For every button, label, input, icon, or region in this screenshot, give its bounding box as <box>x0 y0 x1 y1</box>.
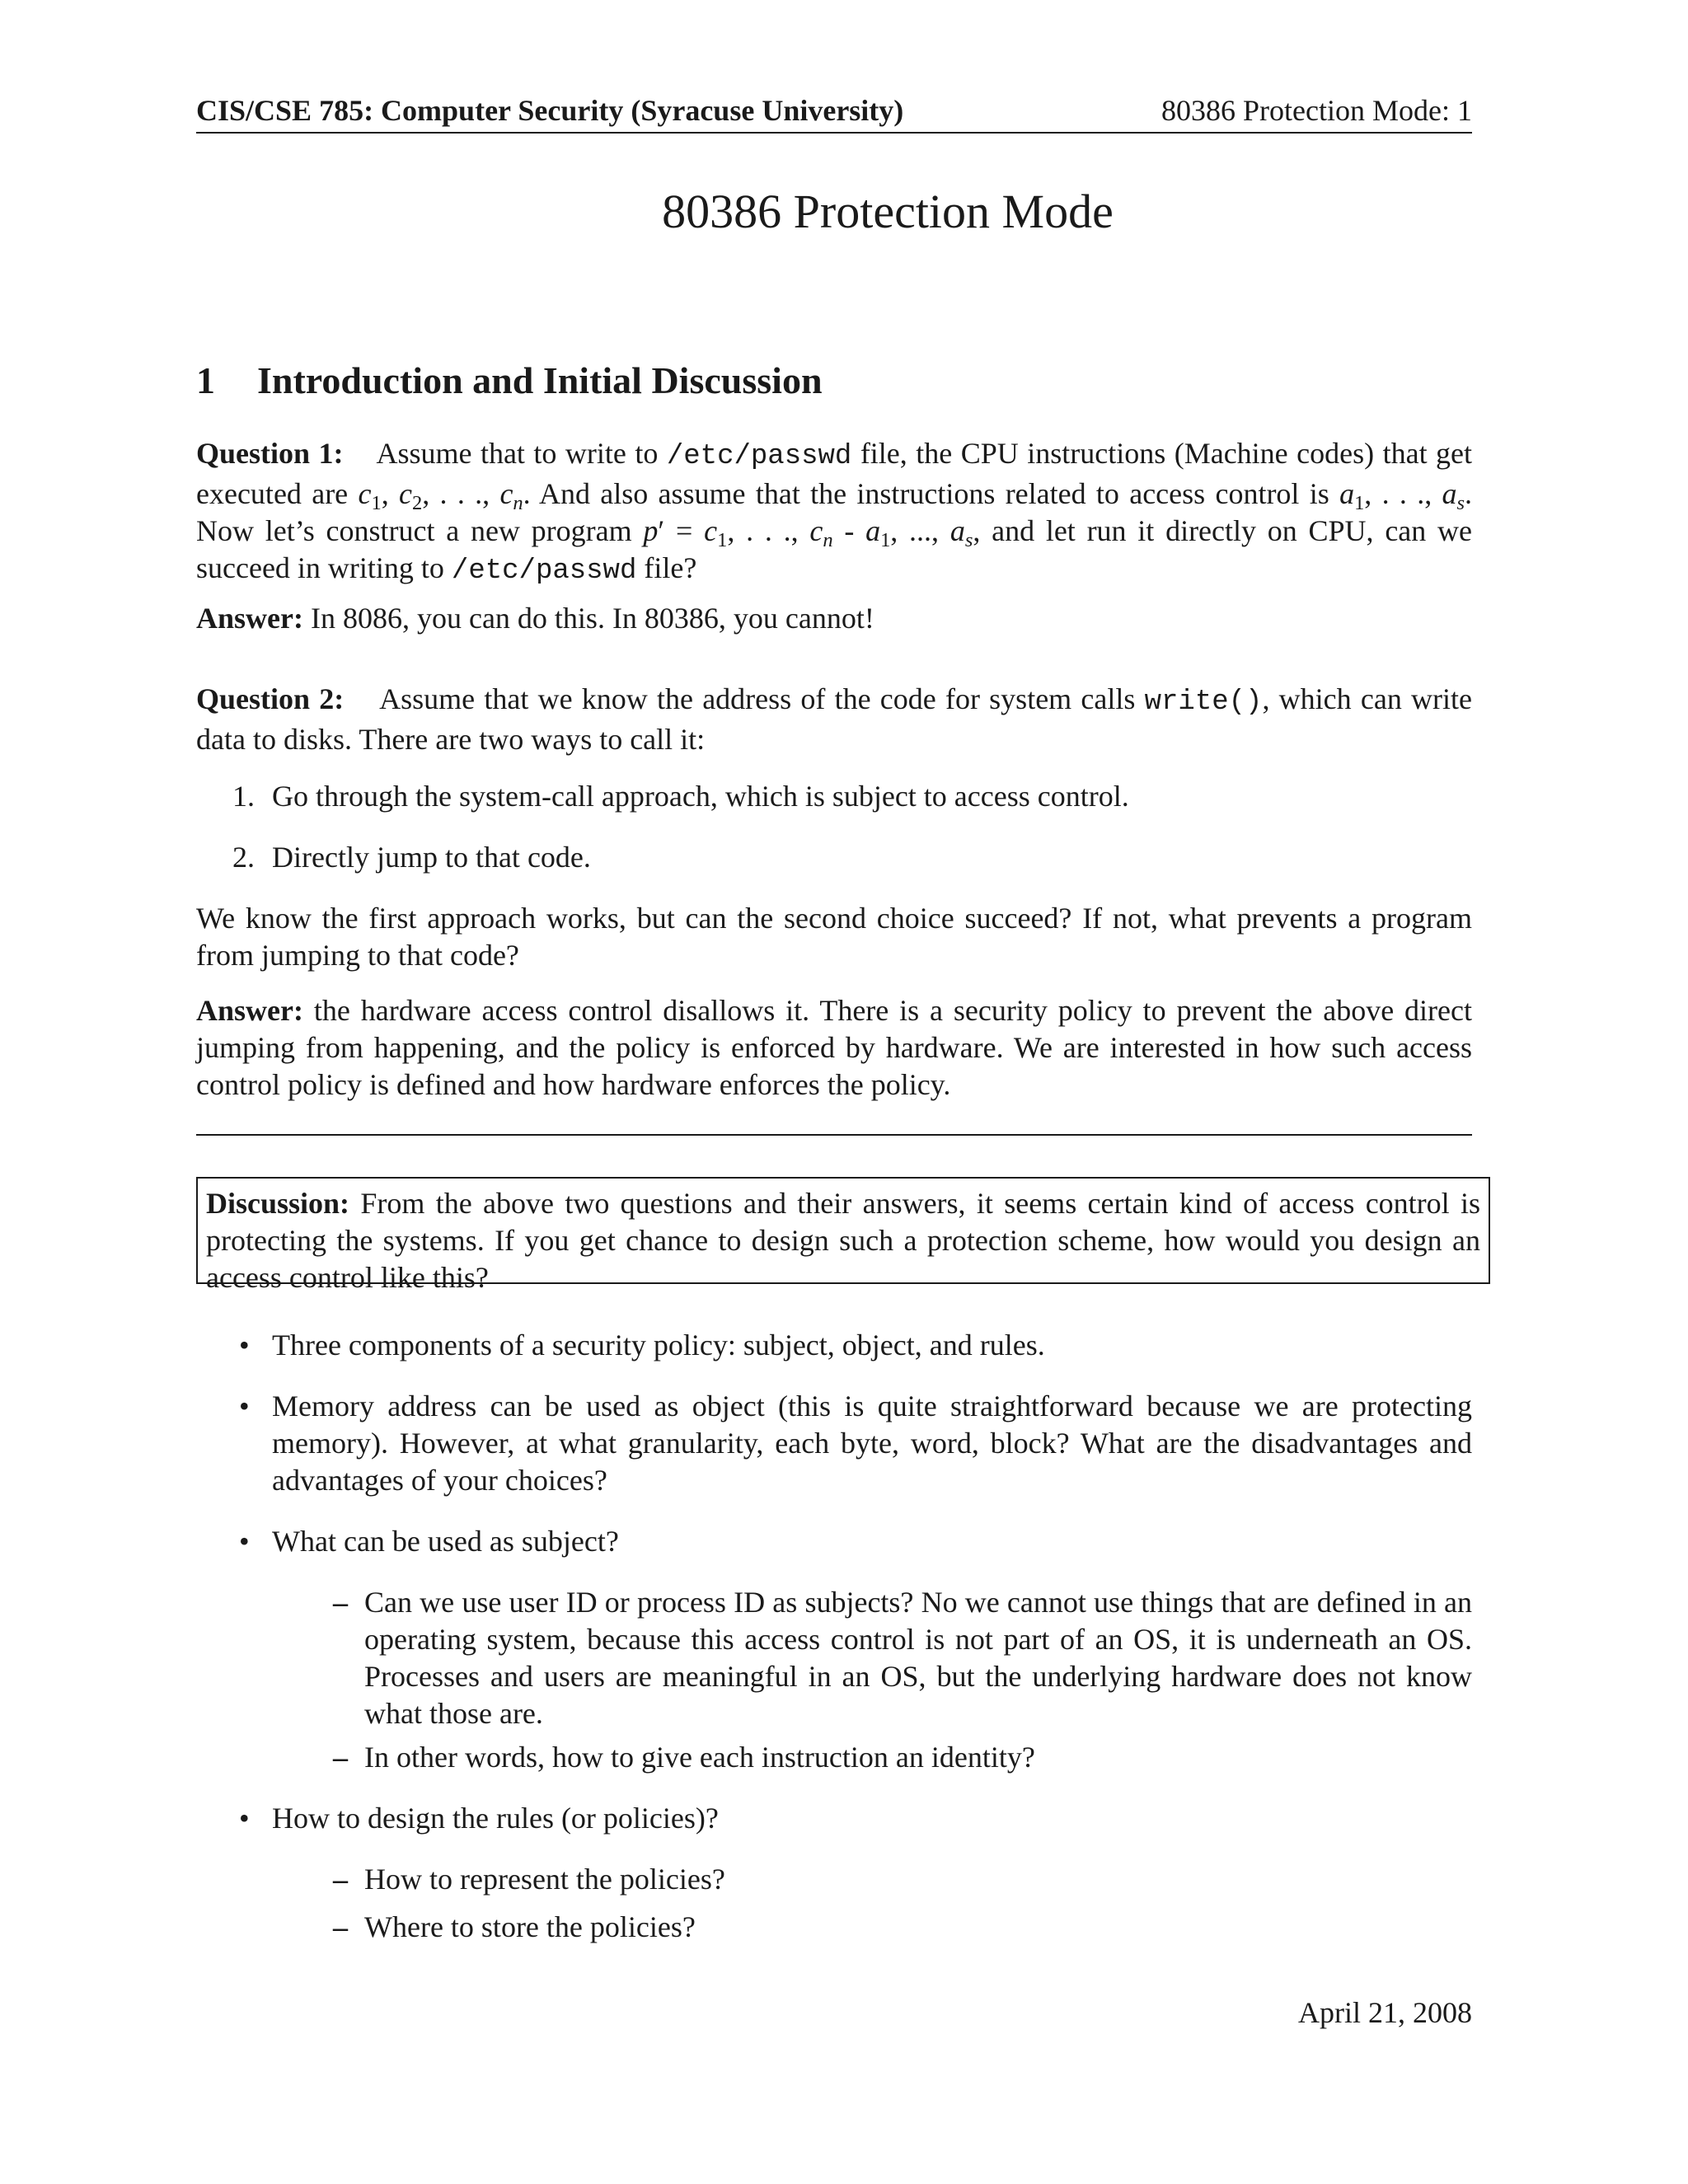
discussion-text: From the above two questions and their answers, it seems certain kind of access control is protecting the systems. If you get chance to design such a protection scheme, how would you design an access control like this? <box>206 1187 1481 1294</box>
list-item-number: 1. <box>232 780 255 813</box>
page-label: 80386 Protection Mode: 1 <box>1161 94 1472 127</box>
question-1-paragraph <box>196 435 1472 590</box>
question-2-text-b: , which can write data to disks. There are two ways to call it: <box>196 682 1473 756</box>
question-1-text-d: Now let’s construct a new program <box>196 514 632 547</box>
question-1-text-e: , and let run it directly on CPU, can we succeed in writing to <box>196 514 1473 584</box>
question-2-label: Question 2: <box>196 682 345 715</box>
question-1-text-b: file, the CPU instructions (Machine codes) that get executed are <box>196 437 1473 510</box>
question-2-text-a: Assume that we know the address of the code for system calls <box>379 682 1136 715</box>
bullet-text: Three components of a security policy: subject, object, and rules. <box>272 1329 1045 1361</box>
discussion-label: Discussion: <box>206 1187 350 1220</box>
bullet-text: How to design the rules (or policies)? <box>272 1802 719 1835</box>
list-item <box>232 839 591 876</box>
question-1-label: Question 1: <box>196 437 344 470</box>
answer-2-paragraph <box>196 992 1472 1104</box>
list-item-text: Go through the system-call approach, which is subject to access control. <box>272 780 1129 813</box>
sub-bullet-item <box>333 1861 1472 1898</box>
question-2-followup: We know the first approach works, but can the second choice succeed? If not, what prevents a program from jumping to that code? <box>196 902 1472 972</box>
answer-1-paragraph <box>196 600 1472 637</box>
sub-bullet-item <box>333 1584 1472 1732</box>
sub-bullet-item <box>333 1909 1472 1946</box>
bullet-item <box>239 1388 1472 1499</box>
bullet-text: What can be used as subject? <box>272 1525 619 1558</box>
question-1-text-c: . And also assume that the instructions related to access control is <box>523 477 1329 510</box>
section-heading <box>196 356 1472 405</box>
answer-2-label: Answer: <box>196 994 303 1027</box>
running-header <box>196 92 1472 134</box>
math-program-definition: $p' = c_1$, . . ., $c_n - a_1$, ..., $a_s$ <box>643 514 973 551</box>
answer-1-text: In 8086, you can do this. In 80386, you cannot! <box>310 602 874 635</box>
path-etc-passwd: /etc/passwd <box>666 441 852 472</box>
bullet-item <box>239 1327 1472 1364</box>
sub-bullet-item <box>333 1739 1472 1776</box>
bullet-icon: • <box>239 1525 250 1558</box>
list-item-number: 2. <box>232 841 255 874</box>
list-item-text: Directly jump to that code. <box>272 841 591 874</box>
path-etc-passwd-2: /etc/passwd <box>451 555 637 587</box>
dash-icon: – <box>333 1863 348 1896</box>
sub-bullet-text: In other words, how to give each instruction an identity? <box>364 1741 1035 1774</box>
dash-icon: – <box>333 1586 348 1619</box>
bullet-item <box>239 1800 1472 1837</box>
answer-2-text: the hardware access control disallows it. There is a security policy to prevent the above direct jumping from happening, and the policy is enforced by hardware. We are interested in how such access control policy is defined and how hardware enforces the policy. <box>196 994 1472 1101</box>
question-1-text-a: Assume that to write to <box>376 437 659 470</box>
sub-bullet-text: Where to store the policies? <box>364 1910 696 1943</box>
sub-bullet-text: Can we use user ID or process ID as subjects? No we cannot use things that are defined in an operating system, because this access control is not part of an OS, it is underneath an OS. Processes and users are meaningful in an OS, but the underlying hardware does not know what those are. <box>364 1586 1472 1730</box>
horizontal-rule <box>196 1134 1472 1136</box>
section-number: 1 <box>196 359 215 401</box>
bullet-text: Memory address can be used as object (this is quite straightforward because we are protecting memory). However, at what granularity, each byte, word, block? What are the disadvantages and advantages of your choices? <box>272 1390 1472 1497</box>
bullet-icon: • <box>239 1390 250 1422</box>
dash-icon: – <box>333 1741 348 1774</box>
code-write-call: write() <box>1144 687 1263 718</box>
bullet-icon: • <box>239 1329 250 1361</box>
question-2-paragraph <box>196 681 1472 758</box>
footer-date: April 21, 2008 <box>1298 1996 1472 2029</box>
math-a-sequence: $a_1$, . . ., $a_s$. <box>1339 477 1473 514</box>
list-item <box>232 778 1129 815</box>
answer-1-label: Answer: <box>196 602 303 635</box>
bullet-icon: • <box>239 1802 250 1835</box>
dash-icon: – <box>333 1910 348 1943</box>
math-c-sequence: $c_1$, $c_2$, . . ., $c_n$ <box>358 477 523 514</box>
course-title: CIS/CSE 785: Computer Security (Syracuse University) <box>196 94 904 127</box>
discussion-box <box>196 1177 1490 1294</box>
section-title: Introduction and Initial Discussion <box>257 359 823 401</box>
bullet-item <box>239 1523 1472 1560</box>
sub-bullet-text: How to represent the policies? <box>364 1863 725 1896</box>
document-title: 80386 Protection Mode <box>662 185 1114 238</box>
question-1-text-f: file? <box>644 551 697 584</box>
